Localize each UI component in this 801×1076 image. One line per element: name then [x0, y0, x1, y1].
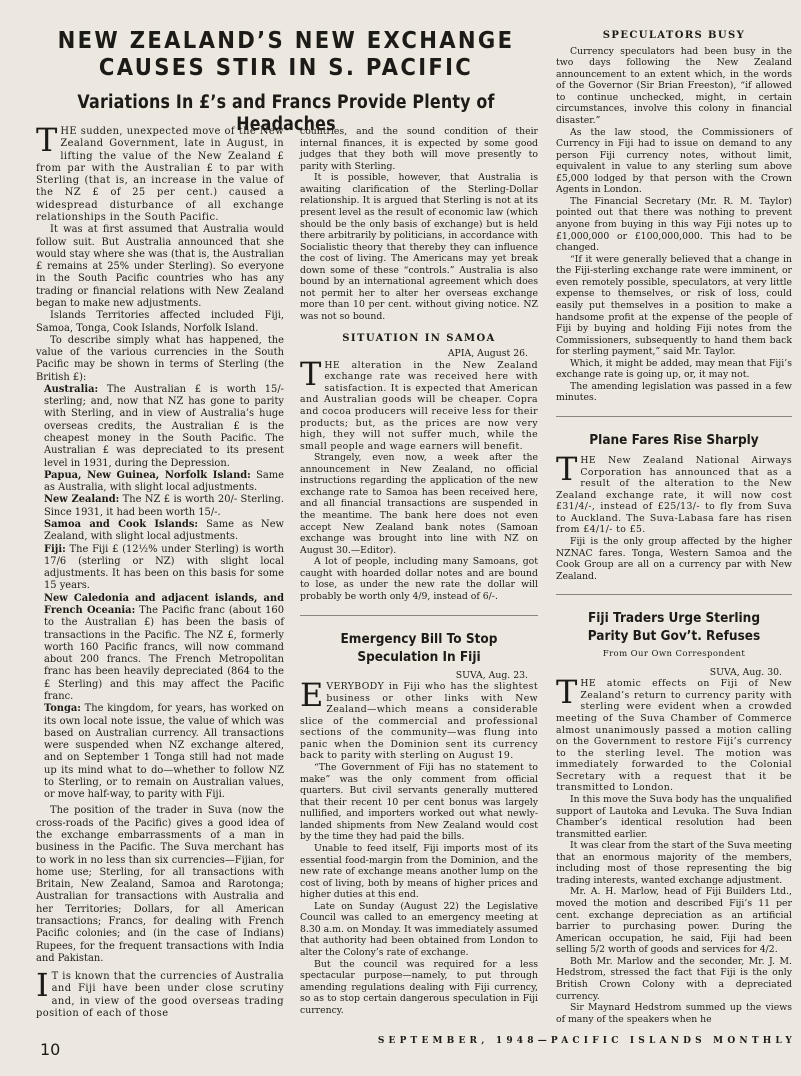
paragraph: The position of the trader in Suva (now the cross-roads of the Pacific) gives a good idea of the exchange embarrassments of a man in business in the Pacific. The Suva merchant has to work in no less than six currencies—Fijian, for home use; Sterling, for all transactions with Britain, New Zealand, Samoa and Rarotonga; Australian for transactions with Australia and her Territories; Dollars, for all American transactions; Francs, for dealing with French Pacific colonies; and (in the case of Indians) Rupees, for the frequent transactions with India and Pakistan.: [36, 805, 284, 964]
paragraph: Sir Maynard Hedstrom summed up the views of many of the speakers when he: [556, 1002, 792, 1025]
divider: [556, 416, 792, 417]
paragraph: Currency speculators had been busy in the two days following the New Zealand announcement to an extent which, in the words of the Governor (Sir Brian Freeston), “if allowed to continue unchecked, might, in certain circumstances, involve this colony in financial disaster.”: [556, 45, 792, 126]
paragraph: The Financial Secretary (Mr. R. M. Taylor) pointed out that there was nothing to prevent anyone from buying in this way Fiji notes up to £1,000,000 or £100,000,000. This had to be changed.: [556, 195, 792, 254]
drop-cap: E: [300, 676, 324, 715]
drop-cap: T: [556, 673, 578, 712]
paragraph: Strangely, even now, a week after the announcement in New Zealand, no official instructions regarding the application of the new exchange rate to Samoa has been received here, and all financial transactions are suspended in the meantime. The bank here does not even accept New Zealand bank notes (Samoan exchange was brought into line with NZ on August 30.—Editor).: [300, 452, 538, 556]
paragraph: I T is known that the currencies of Australia and Fiji have been under close scrutiny and, in view of the good overseas trading position of each of those: [36, 966, 284, 1019]
drop-cap: T: [556, 450, 578, 488]
drop-cap: I: [36, 966, 49, 1005]
paragraph: THE New Zealand National Airways Corporation has announced that as a result of the alteration to the New Zealand exchange rate, it will now cost £31/4/-, instead of £25/13/- to fly from Suva to Auckland. The Suva-Labasa fare has risen from £4/1/- to £5.: [556, 450, 792, 536]
paragraph: Fiji is the only group affected by the higher NZNAC fares. Tonga, Western Samoa and the Cook Group are all on a currency par with New Zealand.: [556, 535, 792, 582]
paragraph: It was clear from the start of the Suva meeting that an enormous majority of the members, including most of those representing the big trading interests, wanted exchange adjustment.: [556, 840, 792, 886]
currency-entry-samoa: Samoa and Cook Islands: Same as New Zealand, with slight local adjustments.: [44, 519, 284, 543]
drop-cap: T: [36, 121, 58, 159]
paragraph: THE atomic effects on Fiji of New Zealand’s return to currency parity with sterling were evident when a crowded meeting of the Suva Chamber of Commerce almost unanimously passed a motion calling on the Government to restore Fiji’s currency to the sterling level. The motion was immediately forwarded to the Colonial Secretary with a request that it be transmitted to London.: [556, 673, 792, 794]
article-title-emergency-bill: Emergency Bill To Stop Speculation In Fiji: [340, 630, 498, 665]
paragraph: Mr. A. H. Marlow, head of Fiji Builders Ltd., moved the motion and described Fiji’s 11 per cent. exchange depreciation as an artificial barrier to purchasing power. During the American occupation, he said, Fiji had been selling 5/2 worth of goods and services for 4/2.: [556, 886, 792, 956]
article-title-fiji-traders: Fiji Traders Urge Sterling Parity But Gov’t. Refuses: [587, 610, 761, 645]
page-headline: NEW ZEALAND’S NEW EXCHANGE CAUSES STIR IN S. PACIFIC: [57, 28, 515, 81]
paragraph: THE alteration in the New Zealand exchange rate was received here with satisfaction. It is expected that American and Australian goods will be cheaper. Copra and cocoa producers will receive less for their products; but, as the prices are now very high, they will not suffer much, while the small people and wage earners will benefit.: [300, 354, 538, 452]
paragraph: In this move the Suva body has the unqualified support of Lautoka and Levuka. The Suva Indian Chamber’s identical resolution had been transmitted earlier.: [556, 793, 792, 840]
paragraph: It was at first assumed that Australia would follow suit. But Australia announced that she would stay where she was (that is, the Australian £ remains at 25% under Sterling). So everyone in the South Pacific countries who has any trading or financial relations with New Zealand began to make new adjustments.: [36, 224, 284, 309]
column-1: [36, 121, 284, 1020]
paragraph: countries, and the sound condition of their internal finances, it is expected by some good judges that they both will move presently to parity with Sterling.: [300, 126, 538, 172]
paragraph: Unable to feed itself, Fiji imports most of its essential food-margin from the Dominion, and the new rate of exchange means another lump on the cost of living, both by means of higher prices and higher duties at this end.: [300, 842, 538, 901]
dateline: SUVA, Aug. 23.: [455, 669, 528, 681]
paragraph: Which, it might be added, may mean that Fiji’s exchange rate is going up, or, it may not.: [556, 357, 792, 381]
currency-entry-papua: Papua, New Guinea, Norfolk Island: Same as Australia, with slight local adjustments.: [44, 469, 284, 494]
divider: [556, 594, 792, 595]
currency-entry-australia: Australia: The Australian £ is worth 15/- sterling; and, now that NZ has gone to parity with Sterling, and in view of Australia’s huge overseas credits, the Australian £ is the cheapest money in the South Pacific. The Australian £ was depreciated to its present level in 1931, during the Depression.: [44, 383, 284, 469]
column-2: [300, 126, 538, 1016]
divider: [300, 615, 538, 616]
paragraph: To describe simply what has happened, the value of the various currencies in the South Pacific may be shown in terms of Sterling (the British £):: [36, 334, 284, 383]
paragraph: The amending legislation was passed in a few minutes.: [556, 380, 792, 404]
page-number: 10: [40, 1040, 61, 1059]
paragraph: As the law stood, the Commissioners of Currency in Fiji had to issue on demand to any person Fiji currency notes, without limit, equivalent in value to any sterling sum above £5,000 lodged by that person with the Crown Agents in London.: [556, 126, 792, 196]
paragraph: “If it were generally believed that a change in the Fiji-sterling exchange rate were imminent, or even remotely possible, speculators, at very little expense to themselves, or risk of loss, could easily put themselves in a position to make a handsome profit at the expense of the people of Fiji by buying and holding Fiji notes from the Commissioners, subsequently to hand them back for sterling payment,” said Mr. Taylor.: [556, 253, 792, 358]
byline: From Our Own Correspondent: [602, 649, 746, 660]
paragraph: “The Government of Fiji has no statement to make” was the only comment from official quarters. But civil servants generally muttered that their recent 10 per cent bonus was largely nullified, and importers worked out what newly-landed shipments from New Zealand would cost by the time they had paid the bills.: [300, 762, 538, 843]
section-heading-speculators: SPECULATORS BUSY: [602, 30, 746, 41]
paragraph: But the council was required for a less spectacular purpose—namely, to put through amending regulations dealing with Fiji currency, so as to stop certain dangerous speculation in Fiji currency.: [300, 958, 538, 1016]
paragraph: Islands Territories affected included Fiji, Samoa, Tonga, Cook Islands, Norfolk Island.: [36, 310, 284, 334]
column-3: [556, 30, 792, 1025]
paragraph: A lot of people, including many Samoans, got caught with hoarded dollar notes and are bound to lose, as under the new rate the dollar will probably be worth only 4/9, instead of 6/-.: [300, 556, 538, 602]
drop-cap: T: [300, 354, 322, 393]
article-title-plane-fares: Plane Fares Rise Sharply: [589, 432, 759, 448]
currency-entry-new-caledonia: New Caledonia and adjacent islands, and French Oceania: The Pacific franc (about 160 to the Australian £) has been the basis of transactions in the Pacific. The NZ £, formerly worth 160 Pacific francs, will now command about 200 francs. The French Metropolitan franc has been heavily depreciated (864 to the £ Sterling) and this may affect the Pacific franc.: [44, 592, 284, 702]
dateline: APIA, August 26.: [447, 348, 528, 360]
section-heading-samoa: SITUATION IN SAMOA: [342, 332, 496, 344]
currency-entry-tonga: Tonga: The kingdom, for years, has worked on its own local note issue, the value of which was based on Australian currency. All transactions were suspended when NZ exchange altered, and on September 1 Tonga still had not made up its mind what to do—whether to follow NZ to Sterling, or to remain on Australian values, or move half-way, to parity with Fiji.: [44, 703, 284, 801]
intro-paragraph: THE sudden, unexpected move of the New Zealand Government, late in August, in lifting the value of the New Zealand £ from par with the Australian £ to par with Sterling (that is, an increase in the value of the NZ £ of 25 per cent.) caused a widespread disturbance of all exchange relationships in the South Pacific.: [36, 121, 284, 223]
paragraph: It is possible, however, that Australia is awaiting clarification of the Sterling-Dollar relationship. It is argued that Sterling is not at its present level as the result of economic law (which should be the only basis of exchange) but is held there arbitrarily by politicians, in accordance with Socialistic theory that thereby they can influence the cost of living. The Americans may yet break down some of these “controls.” Australia is also bound by an international agreement which does not permit her to alter her overseas exchange more than 10 per cent. without giving notice. NZ was not so bound.: [300, 172, 538, 322]
running-footer: SEPTEMBER, 1948—PACIFIC ISLANDS MONTHLY: [377, 1036, 796, 1046]
paragraph: EVERYBODY in Fiji who has the slightest business or other links with New Zealand—which means a considerable slice of the commercial and professional sections of the community—was flung into panic when the Dominion sent its currency back to parity with sterling on August 19.: [300, 676, 538, 762]
page-subheadline: Variations In £’s and Francs Provide Plenty of Headaches: [77, 92, 495, 135]
paragraph: Late on Sunday (August 22) the Legislative Council was called to an emergency meeting at 8.30 a.m. on Monday. It was immediately assumed that authority had been obtained from London to alter the Colony’s rate of exchange.: [300, 900, 538, 958]
currency-entry-fiji: Fiji: The Fiji £ (12½% under Sterling) is worth 17/6 (sterling or NZ) with slight local adjustments. It has been on this basis for some 15 years.: [44, 543, 284, 592]
paragraph: Both Mr. Marlow and the seconder, Mr. J. M. Hedstrom, stressed the fact that Fiji is the only British Crown Colony with a depreciated currency.: [556, 955, 792, 1002]
dateline: SUVA, Aug. 30.: [709, 666, 782, 678]
currency-entry-new-zealand: New Zealand: The NZ £ is worth 20/- Sterling. Since 1931, it had been worth 15/-.: [44, 494, 284, 518]
